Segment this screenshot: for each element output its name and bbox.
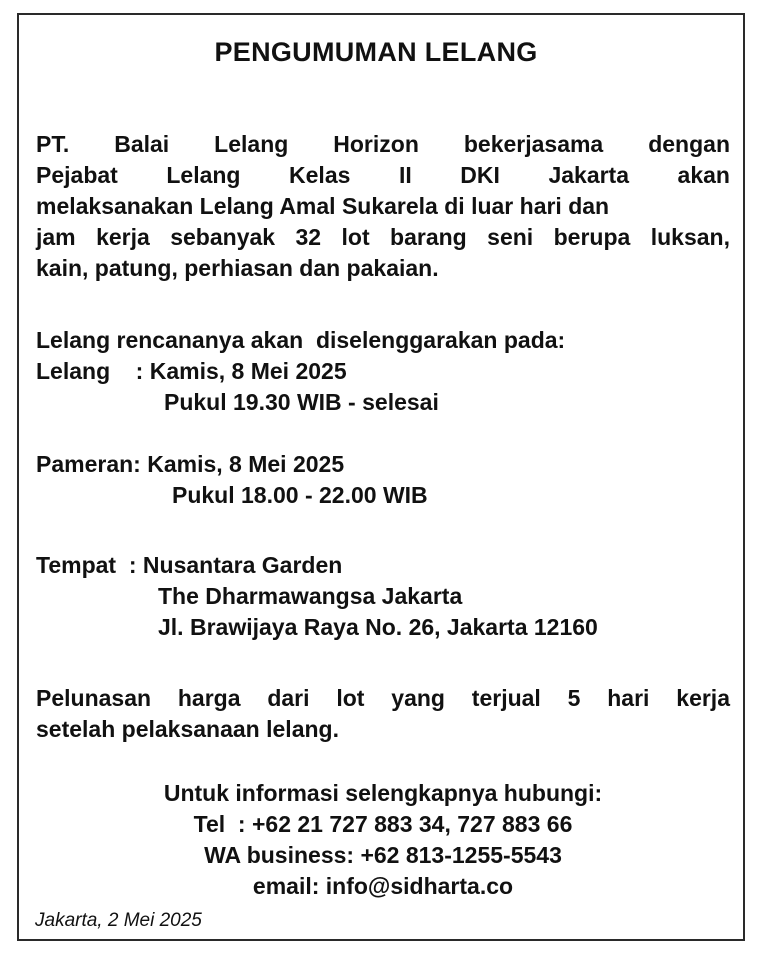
intro-line: jam kerja sebanyak 32 lot barang seni berupa luksan, xyxy=(36,224,730,250)
pameran-time-row xyxy=(36,480,730,511)
announcement-title: PENGUMUMAN LELANG xyxy=(214,37,538,67)
intro-line: kain, patung, perhiasan dan pakaian. xyxy=(36,255,439,281)
lelang-time-row xyxy=(36,387,730,418)
contact-section xyxy=(36,778,730,902)
intro-line: PT. Balai Lelang Horizon bekerjasama dengan xyxy=(36,131,730,157)
venue-label: Tempat : xyxy=(36,552,143,578)
pameran-date: Kamis, 8 Mei 2025 xyxy=(147,451,345,477)
contact-wa: WA business: +62 813-1255-5543 xyxy=(204,842,562,868)
contact-email: email: info@sidharta.co xyxy=(252,873,514,899)
venue-name: Nusantara Garden xyxy=(142,552,343,578)
intro-line: Pejabat Lelang Kelas II DKI Jakarta akan xyxy=(36,162,730,188)
payment-line: Pelunasan harga dari lot yang terjual 5 hari kerja xyxy=(36,685,730,711)
venue-section xyxy=(36,550,730,643)
lelang-label: Lelang : xyxy=(36,358,150,384)
contact-tel: Tel : +62 21 727 883 34, 727 883 66 xyxy=(193,811,573,837)
pameran-time: Pukul 18.00 - 22.00 WIB xyxy=(172,482,428,508)
intro-paragraph xyxy=(36,129,730,284)
schedule-heading: Lelang rencananya akan diselenggarakan pada: xyxy=(36,327,566,353)
payment-paragraph xyxy=(36,683,730,745)
lelang-row xyxy=(36,356,730,387)
lelang-time: Pukul 19.30 WIB - selesai xyxy=(164,389,439,415)
lelang-date: Kamis, 8 Mei 2025 xyxy=(149,358,347,384)
intro-line: melaksanakan Lelang Amal Sukarela di luar hari dan xyxy=(36,193,610,219)
announcement-frame xyxy=(17,13,745,941)
venue-hotel: The Dharmawangsa Jakarta xyxy=(158,583,463,609)
pameran-label: Pameran: xyxy=(36,451,148,477)
pameran-row xyxy=(36,449,730,480)
venue-row xyxy=(36,581,730,612)
venue-row xyxy=(36,550,730,581)
dateline: Jakarta, 2 Mei 2025 xyxy=(35,910,202,931)
contact-heading: Untuk informasi selengkapnya hubungi: xyxy=(163,780,603,806)
payment-line: setelah pelaksanaan lelang. xyxy=(36,716,339,742)
schedule-section xyxy=(36,325,730,511)
venue-address: Jl. Brawijaya Raya No. 26, Jakarta 12160 xyxy=(158,614,598,640)
venue-row xyxy=(36,612,730,643)
